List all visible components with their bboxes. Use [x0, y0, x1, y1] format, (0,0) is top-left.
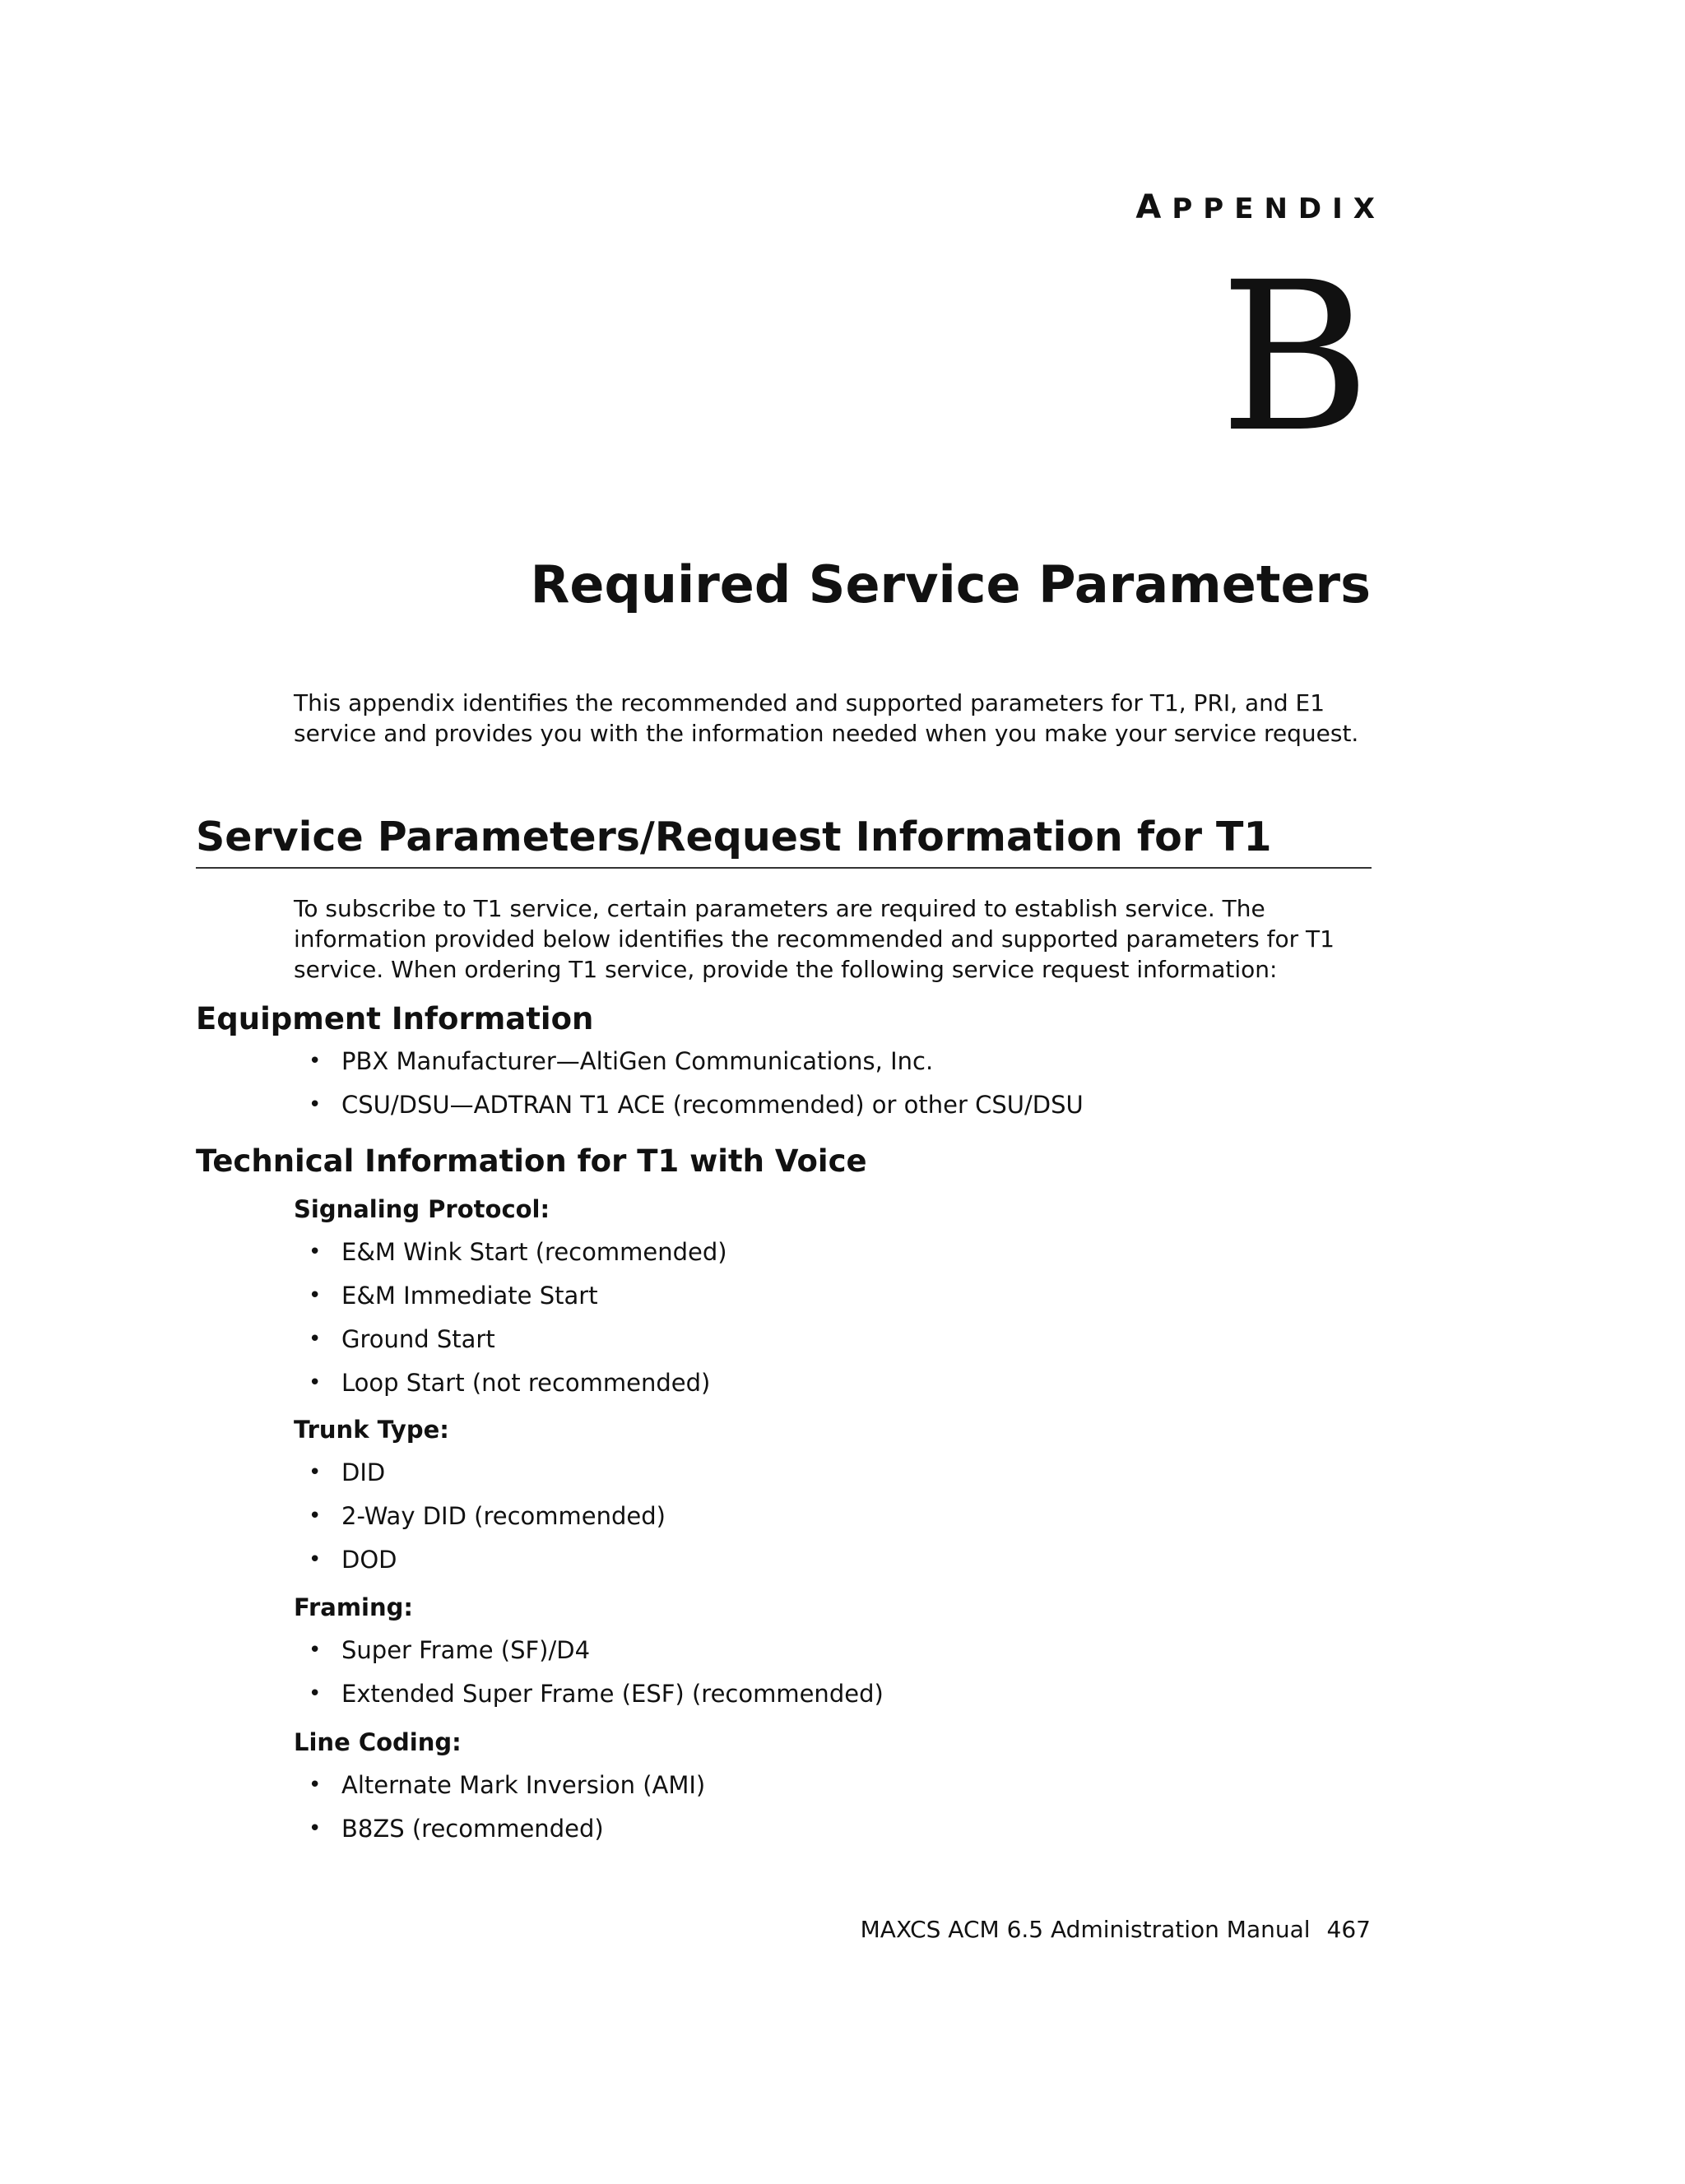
list-item-text: Alternate Mark Inversion (AMI): [341, 1771, 706, 1799]
list-item: [309, 1045, 1084, 1088]
signaling-protocol-list: [309, 1236, 727, 1410]
section-heading: Service Parameters/Request Information for T1: [196, 814, 1372, 869]
framing-list: [309, 1634, 884, 1721]
intro-paragraph: This appendix identifies the recommended and supported parameters for T1, PRI, and E1 service and provides you with the information needed when you make your service request.: [294, 689, 1359, 747]
list-item-text: Extended Super Frame (ESF) (recommended): [341, 1680, 884, 1708]
list-item: [309, 1088, 1084, 1132]
bullet-icon: •: [309, 1049, 322, 1073]
list-item-text: DOD: [341, 1546, 397, 1574]
footer-manual-title: MAXCS ACM 6.5 Administration Manual: [860, 1916, 1311, 1943]
list-item: [309, 1677, 884, 1721]
list-item-text: PBX Manufacturer—AltiGen Communications, Inc.: [341, 1047, 934, 1075]
bullet-icon: •: [309, 1460, 322, 1485]
signaling-protocol-label: Signaling Protocol:: [294, 1195, 550, 1223]
trunk-type-list: [309, 1456, 666, 1587]
line-coding-label: Line Coding:: [294, 1728, 462, 1756]
trunk-type-label: Trunk Type:: [294, 1416, 449, 1444]
list-item-text: B8ZS (recommended): [341, 1815, 604, 1843]
equipment-list: [309, 1045, 1084, 1132]
list-item-text: Loop Start (not recommended): [341, 1369, 711, 1397]
list-item: [309, 1500, 666, 1543]
bullet-icon: •: [309, 1773, 322, 1797]
bullet-icon: •: [309, 1547, 322, 1572]
list-item: [309, 1236, 727, 1279]
bullet-icon: •: [309, 1681, 322, 1706]
bullet-icon: •: [309, 1327, 322, 1352]
list-item-text: Ground Start: [341, 1325, 495, 1353]
list-item-text: 2-Way DID (recommended): [341, 1502, 666, 1530]
bullet-icon: •: [309, 1638, 322, 1662]
bullet-icon: •: [309, 1092, 322, 1117]
page-number: 467: [1326, 1916, 1371, 1943]
list-item: [309, 1279, 727, 1323]
bullet-icon: •: [309, 1283, 322, 1308]
appendix-label-rest: PPENDIX: [1172, 192, 1386, 225]
page-footer: [861, 1918, 1371, 1941]
appendix-label: [1135, 188, 1386, 226]
list-item: [309, 1812, 705, 1856]
list-item-text: E&M Immediate Start: [341, 1282, 598, 1310]
list-item: [309, 1634, 884, 1677]
list-item-text: DID: [341, 1458, 386, 1486]
list-item: [309, 1543, 666, 1587]
bullet-icon: •: [309, 1240, 322, 1264]
list-item-text: E&M Wink Start (recommended): [341, 1238, 727, 1266]
appendix-letter: B: [1219, 238, 1371, 477]
list-item: [309, 1456, 666, 1500]
list-item-text: Super Frame (SF)/D4: [341, 1636, 591, 1664]
bullet-icon: •: [309, 1370, 322, 1395]
appendix-label-initial: A: [1135, 188, 1172, 226]
list-item: [309, 1769, 705, 1812]
chapter-title: Required Service Parameters: [530, 554, 1371, 614]
bullet-icon: •: [309, 1816, 322, 1841]
equipment-heading: Equipment Information: [196, 1001, 594, 1036]
list-item-text: CSU/DSU—ADTRAN T1 ACE (recommended) or other CSU/DSU: [341, 1091, 1084, 1119]
list-item: [309, 1323, 727, 1366]
section-intro-paragraph: To subscribe to T1 service, certain parameters are required to establish service. The information provided below identifies the recommended and supported parameters for T1 service. When ordering T1 service, provide the following service request information:: [294, 895, 1335, 983]
bullet-icon: •: [309, 1504, 322, 1528]
framing-label: Framing:: [294, 1593, 413, 1621]
line-coding-list: [309, 1769, 705, 1856]
technical-heading: Technical Information for T1 with Voice: [196, 1143, 867, 1179]
list-item: [309, 1366, 727, 1410]
